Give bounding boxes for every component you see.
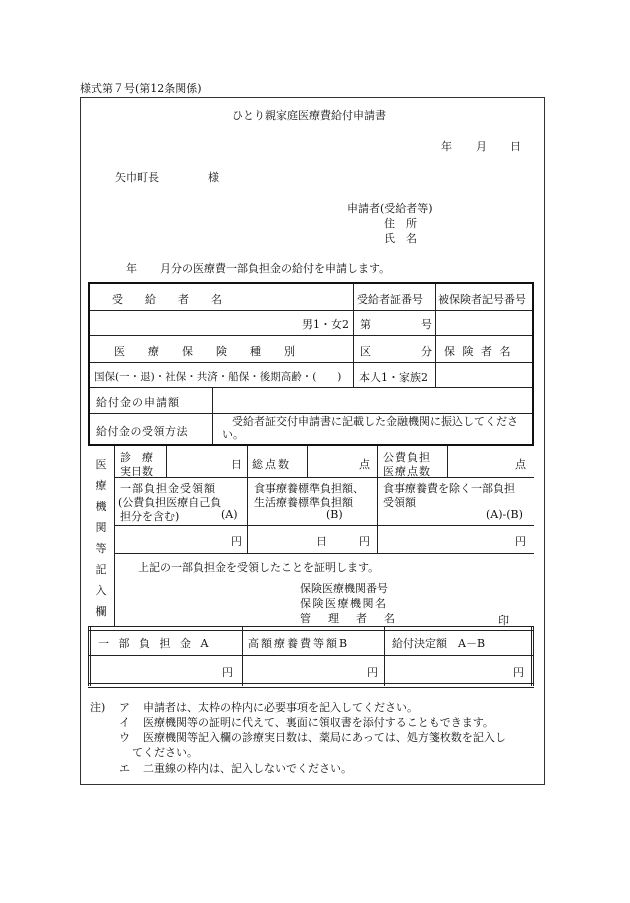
excl-meal-label-1: 食事療養費を除く一部負担: [383, 482, 515, 495]
marker-ab: (A)-(B): [486, 508, 523, 521]
note-i-text: 医療機関等の証明に代えて、裏面に領収書を添付することもできます。: [143, 716, 494, 729]
total-points-label: 総点数: [252, 458, 291, 471]
honorific: 様: [208, 171, 219, 184]
marker-a: (A): [221, 508, 238, 521]
application-year: 年: [126, 262, 137, 275]
gender-selector[interactable]: 男1・女2: [302, 318, 349, 331]
meal-cost-label-1: 食事療養標準負担額、: [254, 482, 364, 495]
high-cost-b-header: 高額療養費等額B: [248, 637, 350, 650]
vertical-char-4: 関: [95, 521, 107, 534]
date-day-label: 日: [510, 140, 521, 153]
category-header-left: 区: [360, 345, 371, 358]
public-points-label-1: 公費負担: [383, 451, 431, 464]
note-a-text: 申請者は、太枠の枠内に必要事項を記入してください。: [143, 701, 418, 714]
facility-number-label: 保険医療機関番号: [300, 582, 388, 595]
receipt-method-label: 給付金の受領方法: [96, 425, 188, 438]
claim-amount-label: 給付金の申請額: [96, 396, 180, 409]
copay-a-header: 一 部 負 担 金 A: [98, 637, 212, 650]
certification-statement: 上記の一部負担金を受領したことを証明します。: [138, 561, 380, 574]
excl-meal-yen-unit: 円: [515, 535, 526, 548]
date-month-label: 月: [476, 140, 487, 153]
total-points-unit: 点: [359, 458, 370, 471]
vertical-char-8: 欄: [95, 605, 107, 618]
form-title: ひとり親家庭医療費給付申請書: [232, 109, 386, 122]
note-u-label: ウ: [119, 731, 130, 744]
note-e-text: 二重線の枠内は、記入しないでください。: [143, 762, 352, 775]
public-points-unit: 点: [515, 458, 526, 471]
applicant-name-label: 氏 名: [384, 232, 417, 245]
notes-marker: 注): [90, 701, 106, 714]
bottom-table-right-edge: [531, 626, 534, 686]
high-cost-b-yen-unit: 円: [367, 666, 378, 679]
applicant-label: 申請者(受給者等): [347, 202, 433, 215]
person-type-selector[interactable]: 本人1・家族2: [359, 371, 428, 384]
treatment-days-label-1: 診 療: [120, 451, 153, 464]
note-a-label: ア: [119, 701, 130, 714]
cert-number-header: 受給者証番号: [357, 293, 423, 306]
copay-received-label-3: 担分を含む): [120, 510, 180, 523]
vertical-char-6: 記: [95, 563, 107, 576]
treatment-days-unit: 日: [231, 458, 242, 471]
beneficiary-header: [112, 291, 327, 307]
copay-yen-unit: 円: [231, 535, 242, 548]
meal-day-unit: 日: [316, 535, 327, 548]
note-u-text: 医療機関等記入欄の診療実日数は、薬局にあっては、処方箋枚数を記入し: [143, 731, 506, 744]
excl-meal-label-2: 受領額: [383, 496, 416, 509]
insurer-header: 保 険 者 名: [444, 345, 513, 358]
beneficiary-header-text: 受 給 者 名: [112, 293, 222, 306]
applicant-address-label: 住 所: [384, 217, 417, 230]
benefit-yen-unit: 円: [513, 666, 524, 679]
category-header-right: 分: [421, 345, 432, 358]
form-number: 様式第７号(第12条関係): [80, 82, 202, 95]
bottom-table-left-edge: [88, 626, 91, 686]
medical-section-vertical-label: [94, 454, 108, 622]
treatment-days-label-2: 実日数: [120, 465, 153, 478]
facility-name-label: 保険医療機関名: [300, 597, 388, 610]
receipt-method-text: 受給者証交付申請書に記載した金融機関に振込してください。: [222, 415, 518, 441]
seal-mark: 印: [498, 614, 509, 627]
note-u-continuation: てください。: [132, 746, 198, 759]
public-points-label-2: 医療点数: [383, 465, 431, 478]
vertical-char-7: 入: [95, 584, 107, 597]
insured-number-header: 被保険者記号番号: [438, 293, 526, 306]
beneficiary-name-field[interactable]: [92, 312, 292, 332]
claim-amount-field[interactable]: [214, 389, 530, 411]
vertical-char-1: 医: [95, 458, 107, 471]
number-label-right: 号: [421, 318, 432, 331]
vertical-char-3: 機: [95, 500, 107, 513]
application-statement: 月分の医療費一部負担金の給付を申請します。: [160, 262, 391, 275]
benefit-decision-header: 給付決定額 A－B: [392, 637, 486, 650]
marker-b: (B): [326, 508, 343, 521]
copay-a-yen-unit: 円: [222, 666, 233, 679]
note-e-label: エ: [119, 762, 130, 775]
vertical-char-5: 等: [95, 542, 107, 555]
number-label-left: 第: [360, 318, 371, 331]
meal-yen-unit: 円: [359, 535, 370, 548]
copay-received-label-1: 一部負担金受領額: [120, 482, 216, 495]
manager-label: 管 理 者 名: [300, 612, 398, 625]
insurance-types-selector[interactable]: 国保(一・退)・社保・共済・船保・後期高齢・( ): [94, 371, 342, 383]
date-year-label: 年: [441, 140, 452, 153]
note-i-label: イ: [119, 716, 130, 729]
vertical-char-2: 療: [95, 479, 107, 492]
mayor-name: 矢巾町長: [115, 171, 159, 184]
meal-cost-label-2: 生活療養標準負担額: [254, 496, 353, 509]
copay-received-label-2: (公費負担医療自己負: [118, 496, 222, 509]
insurance-type-header: 医 療 保 険 種 別: [114, 345, 301, 358]
